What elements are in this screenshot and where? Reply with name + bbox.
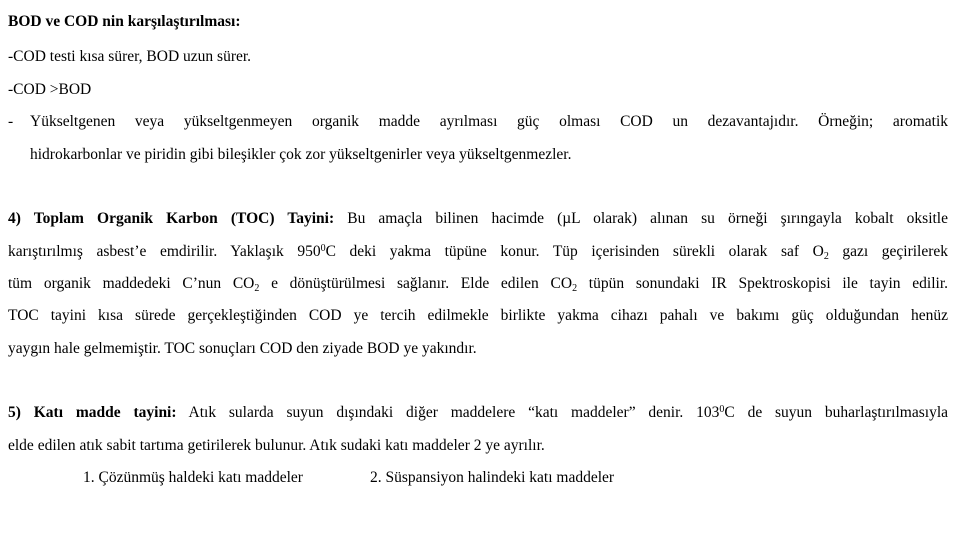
- solids-heading: 5) Katı madde tayini:: [8, 404, 177, 421]
- toc-paragraph-line3: tüm organik maddedeki C’nun $CO_2$ e dönüştürülmesi sağlanır. Elde edilen $CO_2$ tüpün sonundaki IR Spektroskopisi ile tayin edilir.: [8, 275, 949, 294]
- solids-paragraph-line1: 5) Katı madde tayini: Atık sularda suyun dışındaki diğer maddelere “katı maddeler” denir. $103^0C$ de suyun buharlaştırılmasıyla: [8, 404, 949, 421]
- section-title: BOD ve COD nin karşılaştırılması:: [8, 13, 241, 30]
- toc-heading: 4) Toplam Organik Karbon (TOC) Tayini:: [8, 210, 335, 227]
- bullet-dash: -: [8, 113, 14, 130]
- point-duration: -COD testi kısa sürer, BOD uzun sürer.: [8, 48, 252, 65]
- toc-paragraph-line2: karıştırılmış asbest’e emdirilir. Yaklaşık $950^0C$ deki yakma tüpüne konur. Tüp içerisinden sürekli olarak saf $O_2$ gazı geçirilerek: [8, 243, 949, 262]
- solids-type-suspended: 2. Süspansiyon halindeki katı maddeler: [370, 469, 615, 486]
- toc-paragraph-line4: TOC tayini kısa sürede gerçekleştiğinden COD ye tercih edilmekle birlikte yakma cihazı pahalı ve bakımı güç olduğundan henüz: [8, 307, 948, 324]
- solids-paragraph-line2: elde edilen atık sabit tartıma getirilerek bulunur. Atık sudaki katı maddeler 2 ye ayrılır.: [8, 437, 545, 454]
- bullet-text-line2: hidrokarbonlar ve piridin gibi bileşikler çok zor yükseltgenirler veya yükseltgenmezler.: [30, 146, 572, 163]
- point-comparison: -COD >BOD: [8, 81, 92, 98]
- solids-type-dissolved: 1. Çözünmüş haldeki katı maddeler: [83, 469, 303, 486]
- bullet-text-line1: Yükseltgenen veya yükseltgenmeyen organik madde ayrılması güç olması COD un dezavantajıdır. Örneğin; aromatik: [30, 113, 948, 130]
- toc-paragraph-line5: yaygın hale gelmemiştir. TOC sonuçları COD den ziyade BOD ye yakındır.: [8, 340, 477, 357]
- toc-paragraph-line1: 4) Toplam Organik Karbon (TOC) Tayini: Bu amaçla bilinen hacimde (µL olarak) alınan su örneği şırıngayla kobalt oksitle: [8, 210, 948, 227]
